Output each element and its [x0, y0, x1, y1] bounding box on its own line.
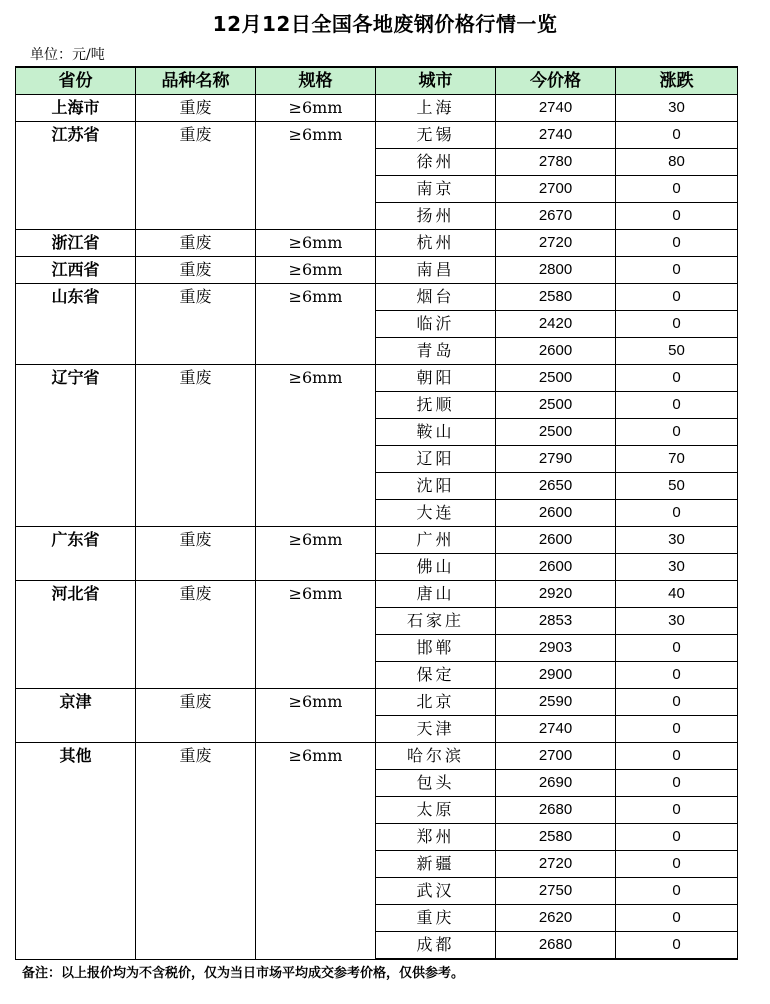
change-cell: 30: [616, 554, 738, 581]
price-cell: 2590: [496, 689, 616, 716]
price-cell: 2750: [496, 878, 616, 905]
header-spec: 规格: [256, 67, 376, 95]
price-cell: 2853: [496, 608, 616, 635]
spec-cell: ≥6mm: [256, 284, 376, 365]
city-cell: 鞍山: [376, 419, 496, 446]
price-cell: 2600: [496, 554, 616, 581]
city-cell: 包头: [376, 770, 496, 797]
price-cell: 2500: [496, 365, 616, 392]
price-cell: 2670: [496, 203, 616, 230]
variety-cell: 重废: [136, 284, 256, 365]
change-cell: 30: [616, 608, 738, 635]
change-cell: 50: [616, 473, 738, 500]
change-cell: 0: [616, 851, 738, 878]
header-variety: 品种名称: [136, 67, 256, 95]
city-cell: 广州: [376, 527, 496, 554]
spec-cell: ≥6mm: [256, 527, 376, 581]
price-cell: 2580: [496, 824, 616, 851]
price-cell: 2650: [496, 473, 616, 500]
province-cell: 广东省: [16, 527, 136, 581]
change-cell: 50: [616, 338, 738, 365]
change-cell: 0: [616, 743, 738, 770]
price-cell: 2690: [496, 770, 616, 797]
variety-cell: 重废: [136, 527, 256, 581]
change-cell: 0: [616, 770, 738, 797]
price-cell: 2740: [496, 716, 616, 743]
city-cell: 烟台: [376, 284, 496, 311]
change-cell: 0: [616, 500, 738, 527]
table-body: [16, 95, 738, 960]
table-row: [16, 284, 738, 311]
city-cell: 新疆: [376, 851, 496, 878]
table-row: [16, 743, 738, 770]
change-cell: 30: [616, 527, 738, 554]
table-row: [16, 122, 738, 149]
header-change: 涨跌: [616, 67, 738, 95]
spec-cell: ≥6mm: [256, 689, 376, 743]
change-cell: 0: [616, 257, 738, 284]
price-cell: 2680: [496, 932, 616, 960]
province-cell: 其他: [16, 743, 136, 960]
page-title: 12月12日全国各地废钢价格行情一览: [212, 12, 558, 36]
price-cell: 2420: [496, 311, 616, 338]
price-cell: 2900: [496, 662, 616, 689]
price-cell: 2500: [496, 392, 616, 419]
change-cell: 0: [616, 176, 738, 203]
change-cell: 0: [616, 284, 738, 311]
variety-cell: 重废: [136, 122, 256, 230]
city-cell: 扬州: [376, 203, 496, 230]
change-cell: 0: [616, 230, 738, 257]
province-cell: 河北省: [16, 581, 136, 689]
city-cell: 南京: [376, 176, 496, 203]
change-cell: 0: [616, 905, 738, 932]
city-cell: 重庆: [376, 905, 496, 932]
variety-cell: 重废: [136, 95, 256, 122]
spec-cell: ≥6mm: [256, 95, 376, 122]
city-cell: 佛山: [376, 554, 496, 581]
province-cell: 辽宁省: [16, 365, 136, 527]
city-cell: 南昌: [376, 257, 496, 284]
province-cell: 江西省: [16, 257, 136, 284]
price-cell: 2720: [496, 851, 616, 878]
city-cell: 保定: [376, 662, 496, 689]
change-cell: 0: [616, 203, 738, 230]
province-cell: 山东省: [16, 284, 136, 365]
city-cell: 天津: [376, 716, 496, 743]
price-cell: 2600: [496, 500, 616, 527]
price-cell: 2600: [496, 338, 616, 365]
spec-cell: ≥6mm: [256, 365, 376, 527]
variety-cell: 重废: [136, 689, 256, 743]
price-cell: 2800: [496, 257, 616, 284]
variety-cell: 重废: [136, 257, 256, 284]
unit-label: 单位：元/吨: [30, 47, 105, 63]
city-cell: 辽阳: [376, 446, 496, 473]
province-cell: 江苏省: [16, 122, 136, 230]
change-cell: 70: [616, 446, 738, 473]
city-cell: 沈阳: [376, 473, 496, 500]
price-cell: 2780: [496, 149, 616, 176]
price-cell: 2903: [496, 635, 616, 662]
city-cell: 北京: [376, 689, 496, 716]
change-cell: 0: [616, 797, 738, 824]
city-cell: 太原: [376, 797, 496, 824]
city-cell: 武汉: [376, 878, 496, 905]
table-row: [16, 257, 738, 284]
change-cell: 30: [616, 95, 738, 122]
price-cell: 2700: [496, 176, 616, 203]
city-cell: 徐州: [376, 149, 496, 176]
change-cell: 0: [616, 311, 738, 338]
header-province: 省份: [16, 67, 136, 95]
city-cell: 唐山: [376, 581, 496, 608]
spec-cell: ≥6mm: [256, 122, 376, 230]
price-cell: 2680: [496, 797, 616, 824]
table-row: [16, 689, 738, 716]
price-table: [15, 66, 738, 960]
price-cell: 2790: [496, 446, 616, 473]
table-row: [16, 95, 738, 122]
change-cell: 0: [616, 716, 738, 743]
province-cell: 浙江省: [16, 230, 136, 257]
variety-cell: 重废: [136, 365, 256, 527]
price-cell: 2740: [496, 122, 616, 149]
table-row: [16, 365, 738, 392]
city-cell: 成都: [376, 932, 496, 960]
change-cell: 40: [616, 581, 738, 608]
city-cell: 青岛: [376, 338, 496, 365]
change-cell: 0: [616, 932, 738, 960]
city-cell: 石家庄: [376, 608, 496, 635]
city-cell: 临沂: [376, 311, 496, 338]
change-cell: 0: [616, 392, 738, 419]
change-cell: 0: [616, 122, 738, 149]
price-cell: 2920: [496, 581, 616, 608]
change-cell: 0: [616, 419, 738, 446]
price-cell: 2620: [496, 905, 616, 932]
change-cell: 0: [616, 824, 738, 851]
table-header-row: [16, 67, 738, 95]
header-city: 城市: [376, 67, 496, 95]
city-cell: 无锡: [376, 122, 496, 149]
price-cell: 2580: [496, 284, 616, 311]
spec-cell: ≥6mm: [256, 581, 376, 689]
province-cell: 上海市: [16, 95, 136, 122]
table-row: [16, 527, 738, 554]
header-price: 今价格: [496, 67, 616, 95]
table-row: [16, 230, 738, 257]
price-cell: 2720: [496, 230, 616, 257]
city-cell: 朝阳: [376, 365, 496, 392]
change-cell: 0: [616, 365, 738, 392]
change-cell: 0: [616, 689, 738, 716]
price-cell: 2740: [496, 95, 616, 122]
variety-cell: 重废: [136, 230, 256, 257]
city-cell: 郑州: [376, 824, 496, 851]
city-cell: 邯郸: [376, 635, 496, 662]
province-cell: 京津: [16, 689, 136, 743]
change-cell: 0: [616, 878, 738, 905]
city-cell: 大连: [376, 500, 496, 527]
table-row: [16, 581, 738, 608]
price-cell: 2500: [496, 419, 616, 446]
footnote: 备注：以上报价均为不含税价，仅为当日市场平均成交参考价格，仅供参考。: [22, 966, 465, 981]
price-cell: 2700: [496, 743, 616, 770]
city-cell: 上海: [376, 95, 496, 122]
city-cell: 哈尔滨: [376, 743, 496, 770]
city-cell: 杭州: [376, 230, 496, 257]
spec-cell: ≥6mm: [256, 743, 376, 960]
price-cell: 2600: [496, 527, 616, 554]
variety-cell: 重废: [136, 581, 256, 689]
change-cell: 0: [616, 662, 738, 689]
variety-cell: 重废: [136, 743, 256, 960]
city-cell: 抚顺: [376, 392, 496, 419]
change-cell: 0: [616, 635, 738, 662]
spec-cell: ≥6mm: [256, 257, 376, 284]
change-cell: 80: [616, 149, 738, 176]
spec-cell: ≥6mm: [256, 230, 376, 257]
